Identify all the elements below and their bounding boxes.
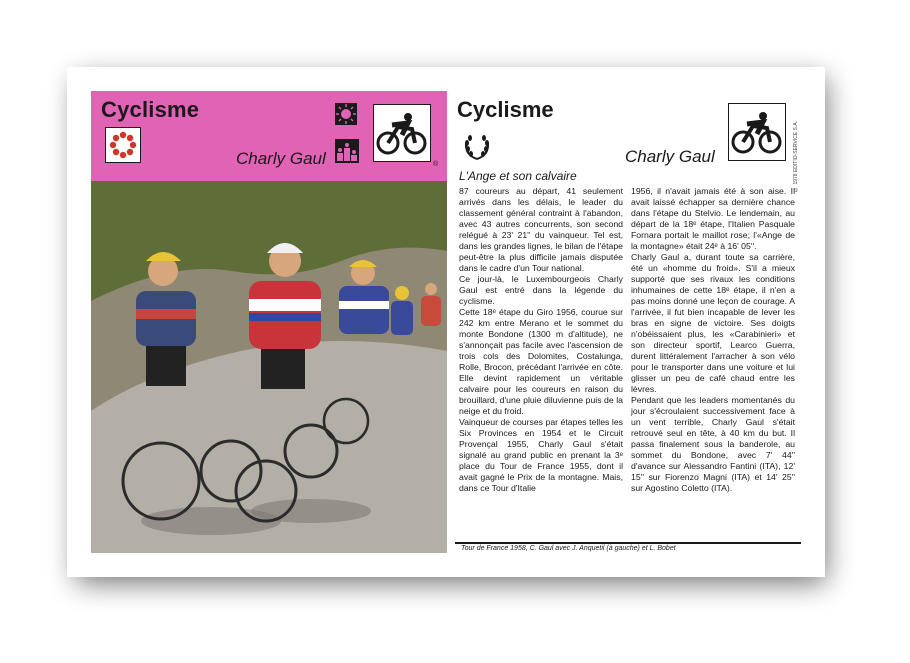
text-column-right bbox=[631, 186, 795, 494]
caption-divider bbox=[455, 542, 801, 544]
podium-icon bbox=[335, 139, 359, 163]
paragraph: Ce jour-là, le Luxembourgeois Charly Gaul est entré dans la légende du cyclisme. bbox=[459, 274, 623, 306]
article-subtitle: L'Ange et son calvaire bbox=[459, 169, 577, 183]
race-photo bbox=[91, 181, 447, 553]
photo-caption: Tour de France 1958, C. Gaul avec J. Anquetil (à gauche) et L. Bobet bbox=[461, 545, 676, 552]
text-column-left bbox=[459, 186, 623, 494]
card-front bbox=[91, 91, 447, 553]
paragraph: 87 coureurs au départ, 41 seulement arrivés dans les délais, le leader du classement général contraint à l'abandon, avec 43 autres concurrents, son second relégué à 23' 21'' du vainqueur. Tel est, dans les grandes lignes, le bilan de l'étape peut-être la plus difficile jamais disputée dans le cadre d'un Tour national. bbox=[459, 186, 623, 273]
wreath-icon bbox=[105, 127, 141, 163]
paragraph: Charly Gaul a, durant toute sa carrière, été un «homme du froid». S'il a mieux supporté que ses rivaux les conditions inhumaines de cette 18ᵉ étape, il n'en a pas moins donné une leçon de courage. A l'arrivée, il fut bien incapable de lever les bras en signe de victoire. Ses doigts n'obéissaient plus, les «Carabinieri» et son directeur sportif, Learco Guerra, durent littéralement l'arracher à son vélo pour le transporter dans une voiture et lui glisser un peu de café chaud entre les lèvres. bbox=[631, 252, 795, 394]
cyclist-icon bbox=[373, 104, 431, 162]
paragraph: Vainqueur de courses par étapes telles les Six Provinces en 1954 et le Circuit Provençal 1955, Charly Gaul s'était signalé au grand public en prenant la 3ᵉ place du Tour de France 1955, dont il avait gagné le Prix de la montagne. Mais, dans ce Tour d'Italie bbox=[459, 417, 623, 493]
back-athlete-name: Charly Gaul bbox=[625, 147, 715, 166]
trading-card-scan bbox=[67, 67, 825, 577]
front-athlete-name: Charly Gaul bbox=[236, 149, 326, 168]
back-title: Cyclisme bbox=[457, 97, 554, 122]
paragraph: 1956, il n'avait jamais été à son aise. Il avait laissé échapper sa dernière chance dans l'étape du Stelvio. Le lendemain, au départ de la 18ᵉ étape, l'Italien Pasquale Fornara portait le maillot rose; l'«Ange de la montagne» était 24ᵉ à 16' 05''. bbox=[631, 186, 795, 251]
wreath-icon bbox=[461, 131, 493, 163]
registered-mark: ® bbox=[433, 161, 439, 168]
card-back bbox=[447, 91, 801, 553]
paragraph: Cette 18ᵉ étape du Giro 1956, courue sur 242 km entre Merano et le sommet du monte Bondone (1300 m d'altitude), ne s'annonçait pas facile avec l'ascension de trois cols des Dolomites, Costalunga, Rolle, Brocon, précédant l'arrivée en côte. Elle devint rapidement un véritable calvaire pour les coureurs en raison du brouillard, d'une pluie diluvienne puis de la neige et du froid. bbox=[459, 307, 623, 416]
front-header bbox=[91, 91, 447, 181]
print-code: © 1978 EDITIO-SERVICE S.A. bbox=[793, 121, 799, 192]
paragraph: Pendant que les leaders momentanés du jour s'écroulaient successivement face à un vent terrible, Charly Gaul s'était retrouvé seul en tête, à 40 km du but. Il passa finalement sous la banderole, au sommet du Bondone, avec 7' 44'' d'avance sur Alessandro Fantini (ITA), 12' 15'' sur Fiorenzo Magni (ITA) et 14' 25'' sur Agostino Coletto (ITA). bbox=[631, 395, 795, 493]
front-title: Cyclisme bbox=[101, 97, 200, 122]
olympic-sun-icon bbox=[335, 103, 357, 125]
cyclist-icon bbox=[728, 103, 786, 161]
